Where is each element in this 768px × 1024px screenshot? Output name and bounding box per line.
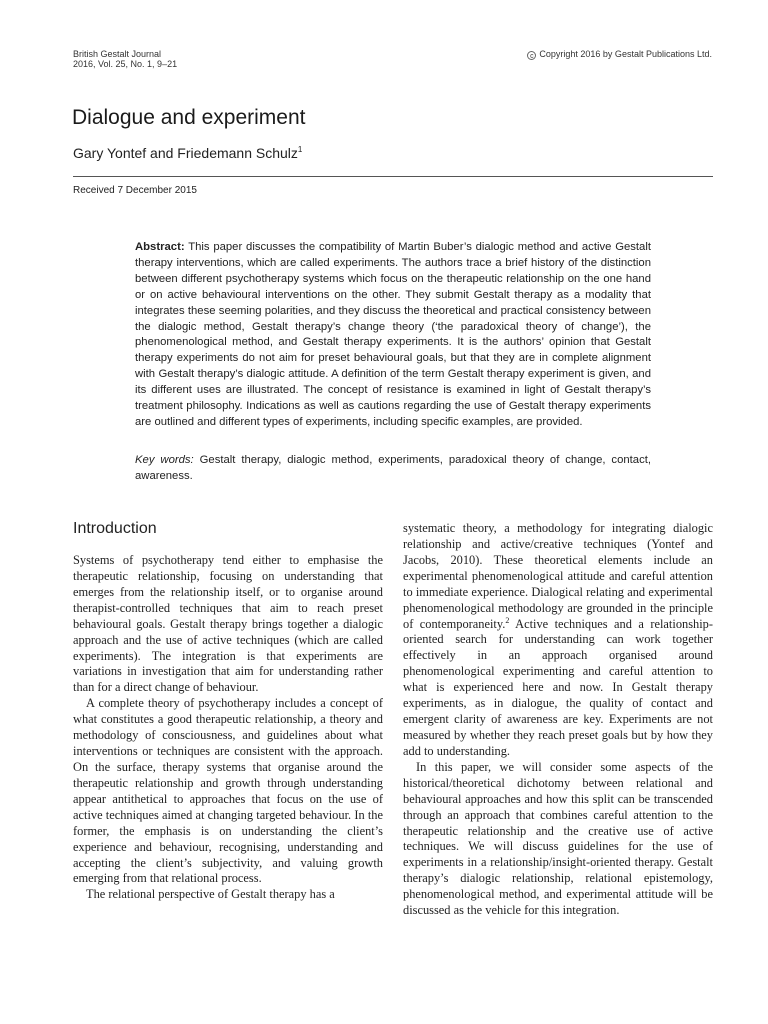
author-names: Gary Yontef and Friedemann Schulz bbox=[73, 145, 298, 161]
abstract-label: Abstract: bbox=[135, 241, 185, 253]
keywords bbox=[135, 453, 651, 485]
paragraph: In this paper, we will consider some aspects of the historical/theoretical dichotomy between relational and behavioural approaches and how this split can be transcended through an approach that combines careful attention to the therapeutic relationship and the creative use of active techniques. We will discuss guidelines for the use of experiments in a relationship/insight-oriented therapy. Gestalt therapy’s dialogic relationship, relational epistemology, phenomenological method, and experimental attitude will be discussed as the vehicle for this integration. bbox=[403, 759, 713, 918]
keywords-label: Key words: bbox=[135, 454, 194, 466]
paragraph: The relational perspective of Gestalt therapy has a bbox=[86, 887, 335, 902]
section-heading-introduction: Introduction bbox=[73, 520, 157, 537]
received-date: Received 7 December 2015 bbox=[73, 185, 197, 196]
paragraph bbox=[403, 521, 713, 760]
abstract bbox=[135, 240, 651, 431]
abstract-text: This paper discusses the compatibility of Martin Buber’s dialogic method and active Gestalt therapy interventions, which are called experiments. The authors trace a brief history of the distinction between different psychotherapy systems which focus on the therapeutic relationship on the one hand or on active behavioural interventions on the other. They submit Gestalt therapy as a modality that integrates these seeming polarities, and they discuss the theoretical and practical consistency between the dialogic method, Gestalt therapy’s change theory (‘the paradoxical theory of change’), the phenomenological method, and Gestalt therapy experiments. It is the authors’ opinion that Gestalt therapy experiments do not aim for preset behavioural goals, but that they are in complete alignment with Gestalt therapy’s dialogic attitude. A definition of the term Gestalt therapy experiment is given, and its different uses are illustrated. The concept of resistance is examined in light of Gestalt therapy’s treatment philosophy. Indications as well as cautions regarding the use of Gestalt therapy experiments are outlined and different types of experiments, including specific examples, are provided. bbox=[135, 241, 651, 428]
copyright-icon: c bbox=[527, 51, 536, 60]
copyright-text: Copyright 2016 by Gestalt Publications Ltd. bbox=[539, 49, 712, 59]
header-divider bbox=[73, 176, 713, 177]
paragraph: Systems of psychotherapy tend either to emphasise the therapeutic relationship, focusing on understanding that emerges from the relationship itself, or to organise around therapist-controlled techniques that aim to reach preset behavioural goals. Gestalt therapy brings together a dialogic approach and the use of active techniques (which are called experiments). The integration is that experiments are variations in investigation that aim for understanding rather than for a direct change of behaviour. bbox=[73, 553, 383, 695]
journal-name: British Gestalt Journal bbox=[73, 49, 162, 59]
article-authors bbox=[73, 145, 302, 161]
paragraph: A complete theory of psychotherapy includes a concept of what constitutes a good therapeutic relationship, a theory and methodology of consciousness, and guidelines about what interventions or techniques are consistent with the approach. On the surface, therapy systems that organise around the therapeutic relationship and growth through understanding appear antithetical to approaches that focus on the use of active techniques aimed at changing targeted behaviour. In the former, the emphasis is on understanding the client’s experience and behaviour, recognising, understanding and accepting the client’s subjectivity, and valuing growth emerging from that relational process. bbox=[73, 696, 383, 886]
left-column bbox=[73, 553, 383, 903]
keywords-text: Gestalt therapy, dialogic method, experiments, paradoxical theory of change, contact, awareness. bbox=[135, 454, 651, 482]
article-title: Dialogue and experiment bbox=[72, 106, 306, 129]
copyright-notice bbox=[527, 49, 712, 60]
paragraph-text: Active techniques and a relationship-oriented search for understanding can work together effectively in an approach organised around phenomenological experimenting and careful attention to what is experienced here and now. In Gestalt therapy experiments, as in dialogue, the quality of contact and emergent clarity of awareness are key. Experiments are not measured by whether they reach preset goals but by how they add to understanding. bbox=[403, 616, 713, 758]
author-footnote-marker: 1 bbox=[297, 145, 303, 154]
paragraph-text: systematic theory, a methodology for integrating dialogic relationship and active/creative techniques (Yontef and Jacobs, 2010). These theoretical elements include an experimental phenomenological attitude and careful attention to immediate experience. Dialogical relating and experimental phenomenological methodology are grounded in the principle of contemporaneity. bbox=[403, 521, 713, 631]
journal-citation bbox=[73, 49, 177, 69]
footnote-marker: 2 bbox=[505, 615, 510, 625]
journal-issue: 2016, Vol. 25, No. 1, 9–21 bbox=[73, 59, 178, 69]
right-column bbox=[403, 521, 713, 919]
